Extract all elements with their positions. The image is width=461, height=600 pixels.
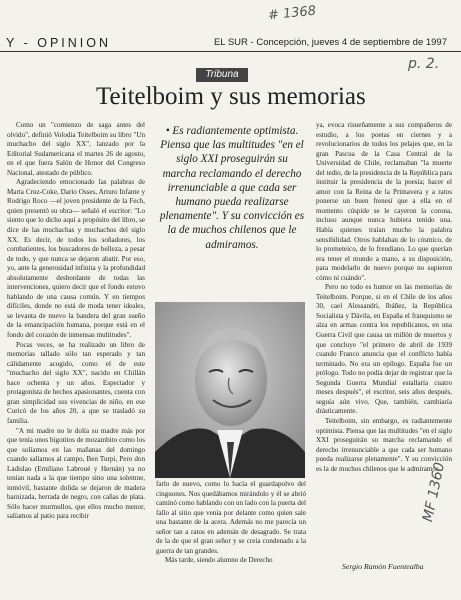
paragraph: Pero no todo es humor en las memorias de Teitelboim. Porque, si en el Chile de los años 30, cael Alessandri, Ibáñez, la República Socialista y Dávila, en España el franquismo se alza en armas contra los republicanos, en una Guerra Civil que causa un millón de muertos y que concluye "el primero de abril de 1939 cuando Franco anuncia que el conflicto había terminado. No era un epílogo. España fue un prólogo. Todo no podía dejar de registrar que la Segunda Guerra Mundial estallaría cuatro meses después", el escritor, seis años después, seguía aún vivo. Que, también, cambiaría drásticamente.	[316, 283, 452, 416]
article-column-2	[156, 480, 306, 566]
paragraph: Teitelboim, sin embargo, es radiantemente optimista. Piensa que las multitudes "en el siglo XXI proseguirán su marcha reclamando el derecho irrenunciable a que cada ser humano pueda realizarse plenamente". Y su convicción es la de muchos chilenos que le admiramos.	[316, 416, 452, 473]
publication-dateline: EL SUR - Concepción, jueves 4 de septiembre de 1997	[213, 37, 447, 48]
paragraph: Pocas veces, se ha realizado un libro de memorias tallado sólo tan esperado y tan cálidamente acogido, como el de este "muchacho del siglo XX", nacido en Chillán hace ochenta y un años. Espectador y protagonista de hechos apasionantes, cuenta con gran simplicidad sus vivencias de niño, en ese Curicó de los años 20, a que se trasladó su familia.	[7, 340, 145, 425]
handwritten-page-mark: p. 2.	[408, 56, 440, 72]
article-column-1	[7, 121, 145, 521]
section-label: Y - OPINION	[6, 36, 112, 50]
paragraph: Agradeciendo emocionado las palabras de Marta Cruz-Coke, Darío Osses, Arturo Infante y Rodrigo Roco —el joven presidente de la Fech, quien presentó su obra— señaló el escritor: "Lo siento que lo dicho aquí a propósito del libro, se dice de las muchachas y muchachos del siglo XX. Es decir, de todos los soñadores, los combatientes, los buscadores de belleza, a pesar de todo, y que nunca se dejaron abatir. Por eso, yo, ante la generosidad infinita y la profundidad absolutamente desbordante de todas las intervenciones, quiero decir que el fondo estuvo hablando de una causa común. Y en tiempos difíciles, donde no está de moda tener ideales, se levanta de nuevo la bandera del gran sueño de la emancipación humana, porque está en el fondo del corazón de inmensas multitudes".	[7, 178, 145, 340]
handwritten-number: # 1368	[267, 3, 317, 24]
portrait-image	[155, 302, 305, 478]
article-title: Teitelboim y sus memorias	[96, 83, 366, 110]
article-byline: Sergio Ramón Fuentealba	[342, 562, 424, 571]
header-rule	[0, 51, 461, 52]
paragraph: "A mi madre no le dolía su madre más por que tenía unos bigotitos de mozambito como los que solíamos en las mañanas del domingo cuando salíamos al campo, Ben Turpi, Pero don Ladislao (Emiliano Labroué y Hernán) ya no tenían nada a la que tiempo sino una solemne, inmóvil, bastante dolida se dejaron de madera barnizada, herrada de negro, con cañas de plata. Sólo hacer murmullos, que ellos mucho menor, salíamos al patio para recibir	[7, 426, 145, 521]
paragraph: Más tarde, siendo alumno de Derecho	[165, 556, 273, 565]
paragraph: Como un "comienzo de saga antes del olvido", definió Volodia Teitelboim su libro "Un muchacho del siglo XX", lanzado por la Editorial Sudamericana el martes 26 de agosto, en el que fuera Salón de Honor del Congreso Nacional, atestado de público.	[7, 121, 145, 177]
page-header	[0, 0, 461, 40]
paragraph: ya, evoca risueñamente a sus compañeros de estudio, a los poetas en ciernes y a revolucionarios de todos los pelajes que, en la gran Pascua de la Casa Central de la Universidad de Chile, reclamaban "la muerte del tedio, de la presidencia de la República para instituir la presidencia de la poesía; hacer el amor con la Reina de la Primavera y a ratos ponerse un buen frenesí que a ella en el momento cúspide se le cayeron la corona, incluso aunque nunca hubiera tenido una. Había quienes traían mucho la palabra sensibilidad. Otros hablaban de lo cósmico, de lo prometeico, de lo freudiano. Lo que querían era tener el mundo a mano, a su disposición, para modelarlo de nuevo porque no supieron cómo ni cuándo".	[316, 121, 452, 282]
handwritten-side-number: MF 1360	[420, 461, 449, 524]
author-portrait-photo	[155, 302, 305, 478]
article-column-3	[316, 121, 452, 474]
paragraph: farlo de nuevo, como lo hacía el guardapolvo del cinguones. Nos quedábamos mirándolo y él se abrió caminó como hablando con un lado con la puerta del fallo al sitio que venía por delante como quien sale una bastante de la acera. Además no me parecía un señor tan a ratos en ademán de desagrado. Se trata de la de que el gran señor y se creía condenado a la guerra de tan grandes.	[156, 480, 306, 555]
kicker-badge: Tribuna	[196, 68, 248, 82]
pull-quote: • Es radiantemente optimista. Piensa que las multitudes "en el siglo XXI proseguirán su marcha reclamando el derecho irrenunciable a que cada ser humano pueda realizarse plenamente". Y su convicción es la de muchos chilenos que le admiramos.	[159, 125, 305, 251]
